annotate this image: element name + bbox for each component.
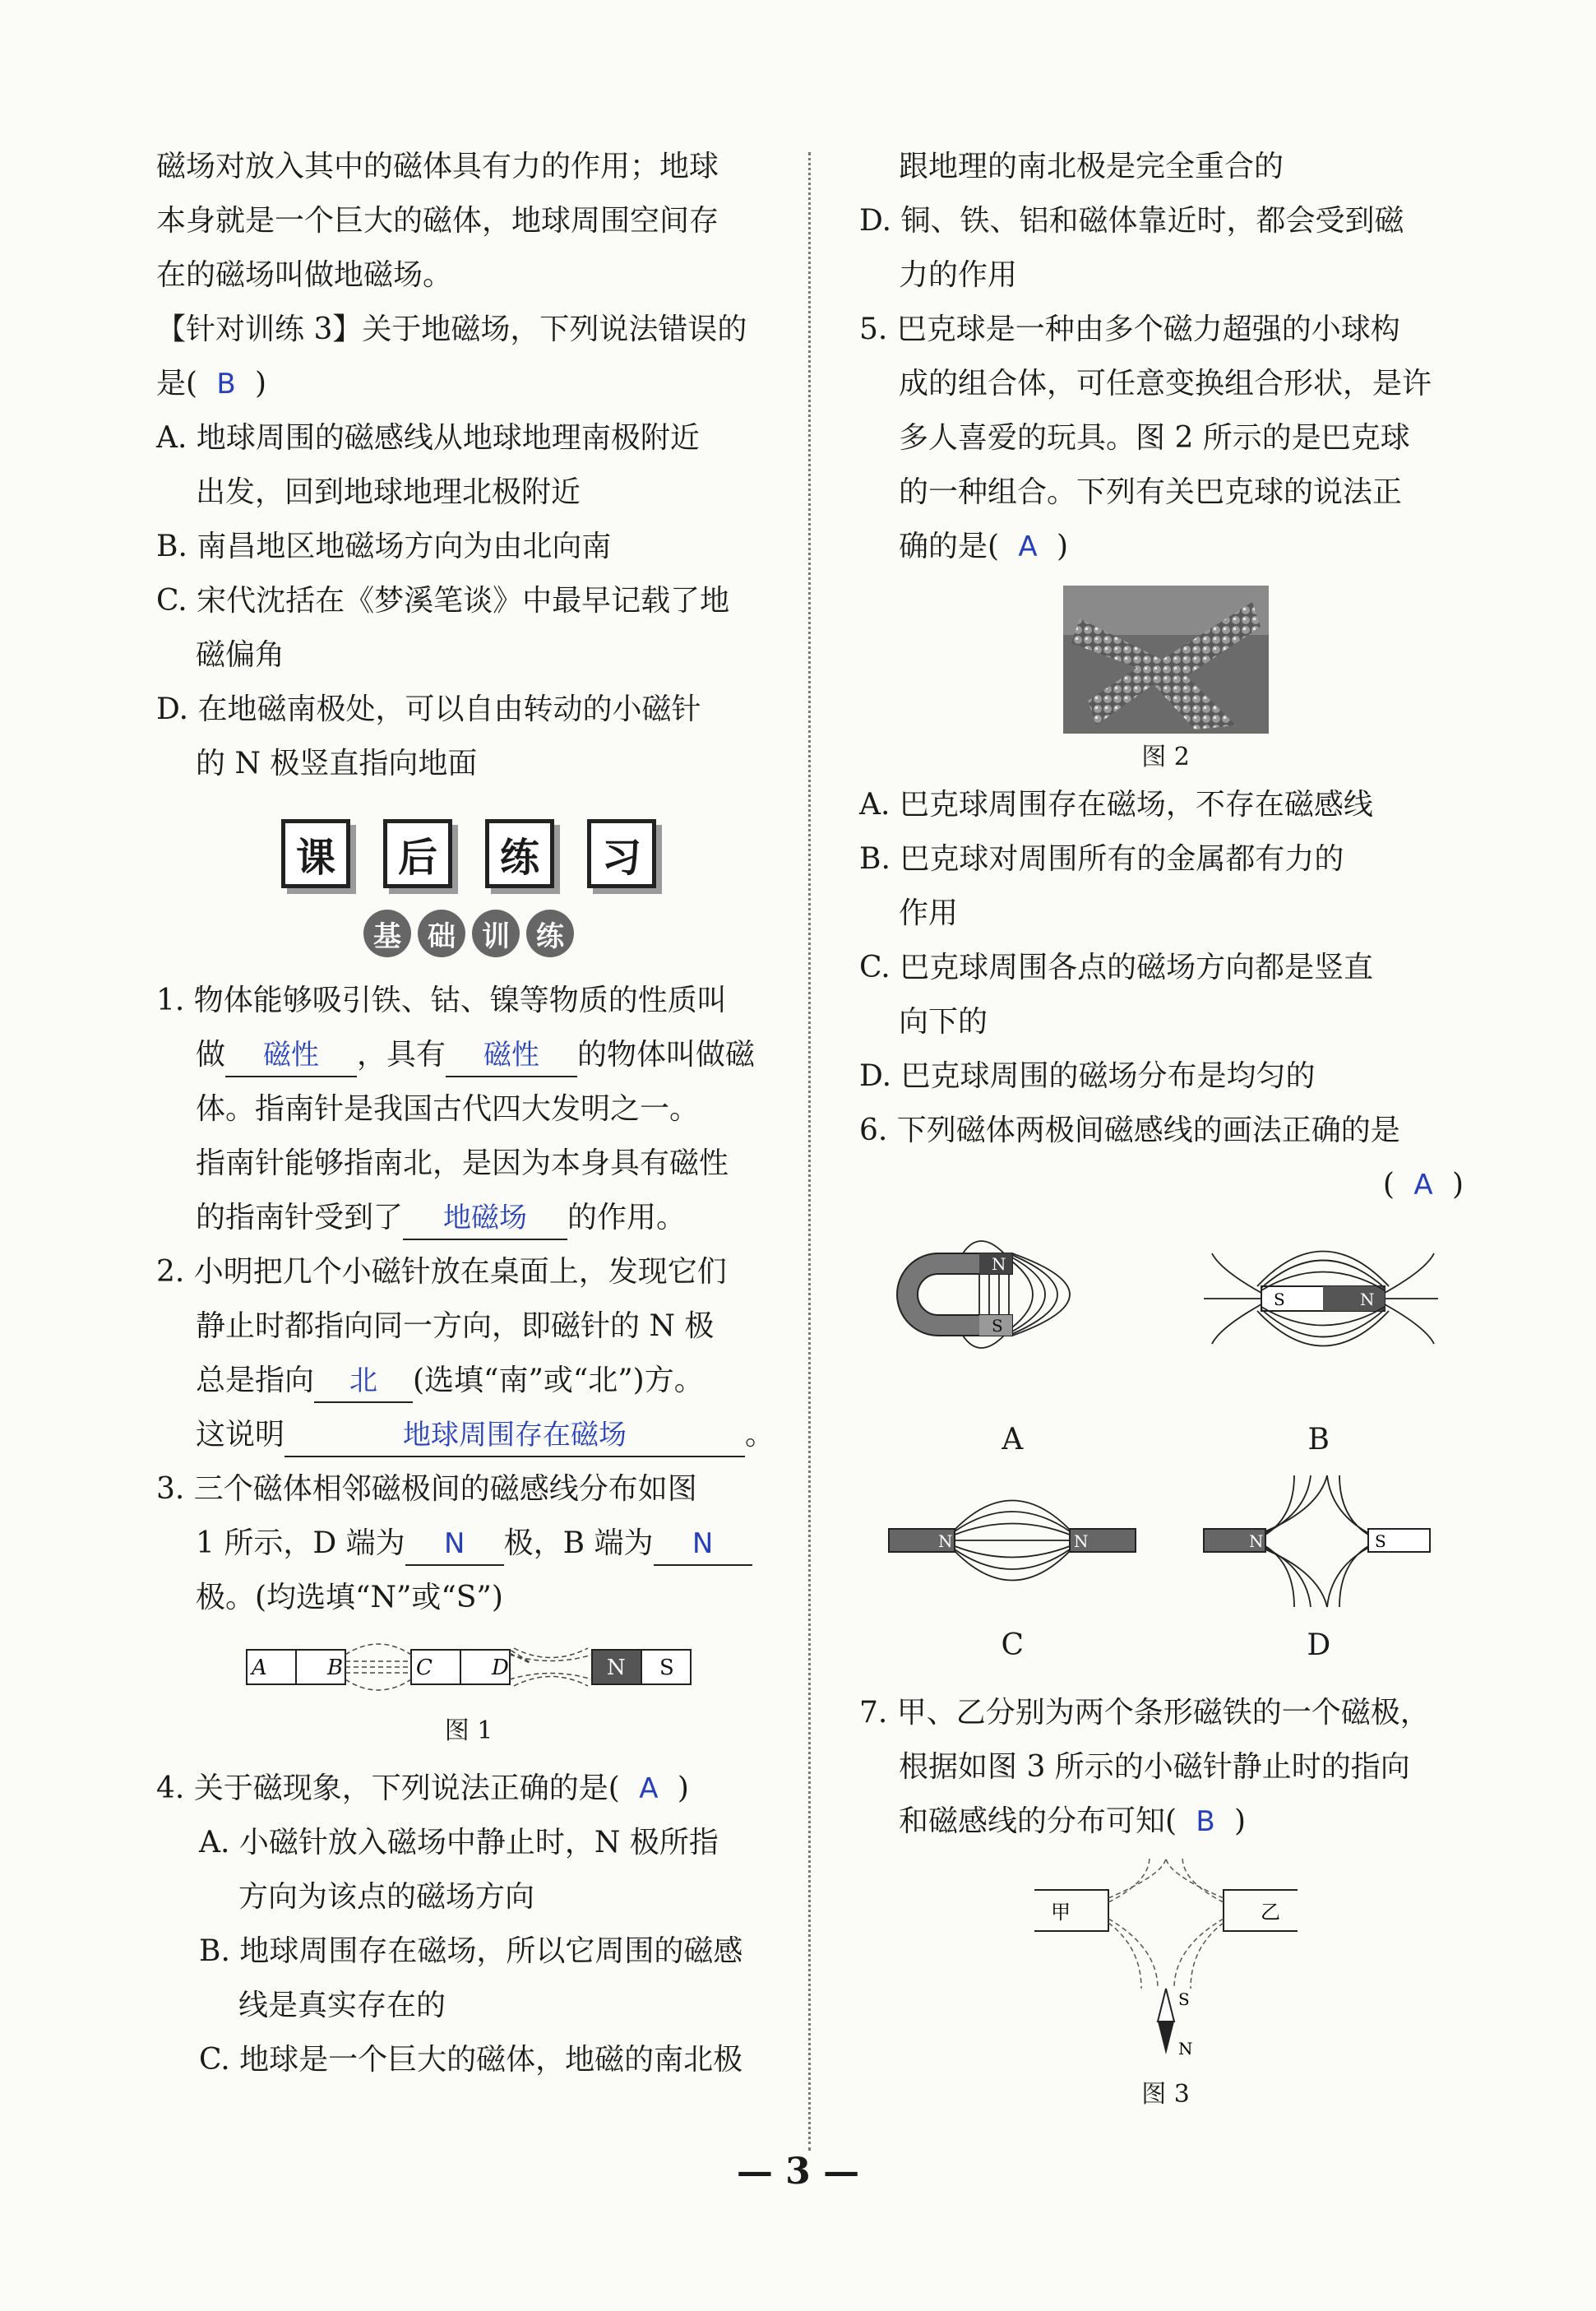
option-d-label: D xyxy=(1307,1628,1331,1662)
q1-line: 的指南针受到了 地磁场 的作用。 xyxy=(156,1191,781,1245)
answer-mark: A xyxy=(1413,1169,1433,1202)
left-column xyxy=(156,140,781,2087)
q6-stem: 6. 下列磁体两极间磁感线的画法正确的是 xyxy=(859,1114,1400,1147)
q5-line: 确的是( A ) xyxy=(859,520,1472,574)
q1-line: 体。指南针是我国古代四大发明之一。 xyxy=(196,1092,700,1126)
intro-line: 磁场对放入其中的磁体具有力的作用；地球 xyxy=(156,150,719,183)
question-5 xyxy=(859,303,1472,1104)
figure-3-caption: 图 3 xyxy=(1141,2080,1190,2109)
q5-line: 多人喜爱的玩具。图 2 所示的是巴克球 xyxy=(899,421,1410,455)
section-banner xyxy=(156,819,781,888)
pole-label-b: B xyxy=(327,1656,344,1680)
compass-needle-icon xyxy=(1158,1989,1174,2054)
option: A. 巴克球周围存在磁场，不存在磁感线 xyxy=(859,788,1373,822)
banner-char: 练 xyxy=(485,819,554,888)
question-3 xyxy=(156,1462,781,1752)
option-cont: 磁偏角 xyxy=(196,638,285,672)
figure-2-caption: 图 2 xyxy=(1141,743,1190,771)
subbanner-char: 训 xyxy=(472,910,520,957)
subbanner-char: 练 xyxy=(526,910,574,957)
answer-blank: 磁性 xyxy=(225,1035,357,1077)
question-7 xyxy=(859,1686,1472,2115)
answer-blank: 北 xyxy=(314,1360,413,1403)
answer-blank: 地磁场 xyxy=(403,1197,567,1240)
q5-line: 5. 巴克球是一种由多个磁力超强的小球构 xyxy=(859,313,1400,346)
answer-mark: B xyxy=(216,368,236,401)
right-column xyxy=(859,140,1472,2115)
pole-label-s: S xyxy=(659,1656,674,1680)
pole-label: N xyxy=(1248,1531,1264,1551)
answer-blank: 磁性 xyxy=(446,1035,577,1077)
option: D. 在地磁南极处，可以自由转动的小磁针 xyxy=(156,692,701,726)
q3-line: 1 所示，D 端为 N 极，B 端为 N xyxy=(156,1517,781,1571)
option-a-horseshoe-diagram xyxy=(889,1220,1136,1410)
q1-line: 1. 物体能够吸引铁、钴、镍等物质的性质叫 xyxy=(156,984,727,1017)
pole-label: N xyxy=(992,1254,1006,1274)
answer-mark: A xyxy=(1018,530,1038,563)
column-divider xyxy=(808,152,811,2151)
pole-label: N xyxy=(1359,1290,1375,1309)
magnet-pole-jia: 甲 xyxy=(1050,1901,1071,1924)
pole-label: S xyxy=(1273,1290,1285,1309)
figure-1-caption: 图 1 xyxy=(444,1716,493,1745)
banner-char: 课 xyxy=(281,819,350,888)
option: D. 铜、铁、铝和磁体靠近时，都会受到磁 xyxy=(859,204,1404,238)
option-c-two-magnets-diagram xyxy=(881,1467,1144,1615)
banner-char: 习 xyxy=(587,819,656,888)
needle-n-label: N xyxy=(1177,2039,1192,2059)
intro-line: 本身就是一个巨大的磁体，地球周围空间存 xyxy=(156,204,719,238)
question-1 xyxy=(156,974,781,1245)
option-cont: 线是真实存在的 xyxy=(238,1989,446,2022)
question-2 xyxy=(156,1245,781,1462)
option-cont: 向下的 xyxy=(899,1005,988,1039)
figure-2-buckyballs-photo xyxy=(1063,586,1269,734)
option: C. 宋代沈括在《梦溪笔谈》中最早记载了地 xyxy=(156,584,730,618)
pole-label: S xyxy=(1374,1531,1386,1551)
q4-cont: 跟地理的南北极是完全重合的 xyxy=(899,150,1284,183)
q2-line: 2. 小明把几个小磁针放在桌面上，发现它们 xyxy=(156,1255,727,1289)
option: D. 巴克球周围的磁场分布是均匀的 xyxy=(859,1059,1316,1093)
q7-line: 和磁感线的分布可知( B ) xyxy=(859,1795,1472,1849)
pole-label-d: D xyxy=(492,1656,509,1680)
q6-answer-line: ( A ) xyxy=(859,1158,1472,1212)
training-3-stem-2: 是( B ) xyxy=(156,357,781,411)
option-d-two-magnets-diagram xyxy=(1187,1467,1450,1615)
pole-label: N xyxy=(1074,1531,1089,1551)
q5-line: 的一种组合。下列有关巴克球的说法正 xyxy=(899,475,1403,509)
question-4 xyxy=(156,1762,781,2087)
page-number: — 3 — xyxy=(736,2151,860,2193)
option-cont: 出发，回到地球地理北极附近 xyxy=(196,475,581,509)
subsection-banner xyxy=(156,910,781,957)
pole-label-a: A xyxy=(252,1656,267,1680)
q4-stem: 4. 关于磁现象，下列说法正确的是( A ) xyxy=(156,1762,781,1816)
option: B. 巴克球对周围所有的金属都有力的 xyxy=(859,842,1344,876)
q7-line: 7. 甲、乙分别为两个条形磁铁的一个磁极， xyxy=(859,1696,1430,1730)
intro-line: 在的磁场叫做地磁场。 xyxy=(156,258,453,292)
option: A. 地球周围的磁感线从地球地理南极附近 xyxy=(156,421,700,455)
needle-s-label: S xyxy=(1177,1989,1190,2009)
q3-line: 极。(均选填“N”或“S”) xyxy=(196,1581,503,1614)
answer-mark: B xyxy=(1196,1805,1215,1838)
option: B. 地球周围存在磁场，所以它周围的磁感 xyxy=(199,1934,743,1968)
figure-1-magnets xyxy=(156,1625,781,1707)
option-cont: 的 N 极竖直指向地面 xyxy=(196,747,478,780)
question-6 xyxy=(859,1104,1472,1673)
pole-label-n: N xyxy=(607,1656,626,1680)
option-a-label: A xyxy=(1002,1423,1024,1457)
option-cont: 方向为该点的磁场方向 xyxy=(238,1880,535,1914)
pole-label: N xyxy=(938,1531,953,1551)
figure-3-diagram xyxy=(1018,1857,1314,2071)
magnet-pole-yi: 乙 xyxy=(1260,1901,1280,1924)
answer-mark: A xyxy=(639,1772,659,1805)
option: C. 地球是一个巨大的磁体，地磁的南北极 xyxy=(199,2043,743,2077)
answer-blank: N xyxy=(405,1523,504,1566)
option: B. 南昌地区地磁场方向为由北向南 xyxy=(156,530,612,563)
q5-line: 成的组合体，可任意变换组合形状，是许 xyxy=(899,367,1432,401)
training-3 xyxy=(156,303,781,791)
option-cont: 力的作用 xyxy=(899,258,1018,292)
answer-blank: N xyxy=(654,1523,752,1566)
pole-label-c: C xyxy=(416,1656,433,1680)
option-b-label: B xyxy=(1307,1423,1330,1457)
answer-blank: 地球周围存在磁场 xyxy=(285,1415,745,1457)
q1-line: 做 磁性 ，具有 磁性 的物体叫做磁 xyxy=(156,1028,781,1082)
option-c-label: C xyxy=(1001,1628,1025,1662)
training-3-stem: 【针对训练 3】关于地磁场，下列说法错误的 xyxy=(156,313,747,346)
pole-label: S xyxy=(992,1316,1003,1336)
subbanner-char: 基 xyxy=(363,910,411,957)
q1-line: 指南针能够指南北，是因为本身具有磁性 xyxy=(196,1146,729,1180)
banner-char: 后 xyxy=(383,819,452,888)
q3-line: 3. 三个磁体相邻磁极间的磁感线分布如图 xyxy=(156,1472,697,1506)
option: C. 巴克球周围各点的磁场方向都是竖直 xyxy=(859,951,1374,984)
subbanner-char: 础 xyxy=(418,910,465,957)
option-cont: 作用 xyxy=(899,896,959,930)
q2-line: 静止时都指向同一方向，即磁针的 N 极 xyxy=(196,1309,715,1343)
q7-line: 根据如图 3 所示的小磁针静止时的指向 xyxy=(899,1750,1410,1784)
option-b-bar-magnet-diagram xyxy=(1196,1220,1442,1410)
q2-line: 这说明 地球周围存在磁场 。 xyxy=(156,1408,781,1462)
q2-line: 总是指向 北 (选填“南”或“北”)方。 xyxy=(156,1354,781,1408)
option: A. 小磁针放入磁场中静止时，N 极所指 xyxy=(199,1826,719,1859)
